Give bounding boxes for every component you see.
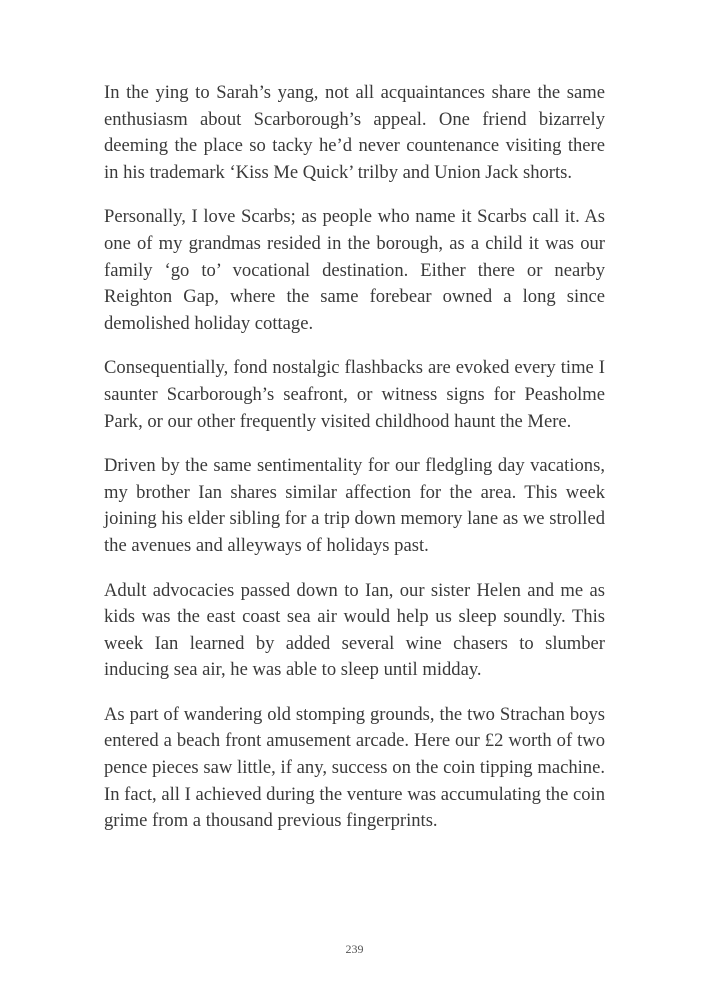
paragraph-5: Adult advocacies passed down to Ian, our sister Helen and me as kids was the east coast sea air would help us sleep soundly. This week Ian learned by added several wine chasers to slumber inducing sea air, he was able to sleep until midday.	[104, 579, 605, 681]
body-text	[104, 80, 605, 853]
paragraph-1: In the ying to Sarah’s yang, not all acquaintances share the same enthusiasm about Scarborough’s appeal. One friend bizarrely deeming the place so tacky he’d never countenance visiting there in his trademark ‘Kiss Me Quick’ trilby and Union Jack shorts.	[104, 82, 605, 183]
paragraph-3: Consequentially, fond nostalgic flashbacks are evoked every time I saunter Scarborough’s seafront, or witness signs for Peasholme Park, or our other frequently visited childhood haunt the Mere.	[104, 357, 605, 432]
paragraph-2: Personally, I love Scarbs; as people who name it Scarbs call it. As one of my grandmas resided in the borough, as a child it was our family ‘go to’ vocational destination. Either there or nearby Reighton Gap, where the same forebear owned a long since demolished holiday cottage.	[104, 206, 605, 334]
page-number: 239	[345, 942, 364, 956]
paragraph-6: As part of wandering old stomping grounds, the two Strachan boys entered a beach front amusement arcade. Here our £2 worth of two pence pieces saw little, if any, success on the coin tipping machine. In fact, all I achieved during the venture was accumulating the coin grime from a thousand previous fingerprints.	[104, 703, 605, 832]
paragraph-4: Driven by the same sentimentality for our fledgling day vacations, my brother Ian shares similar affection for the area. This week joining his elder sibling for a trip down memory lane as we strolled the avenues and alleyways of holidays past.	[104, 455, 605, 556]
